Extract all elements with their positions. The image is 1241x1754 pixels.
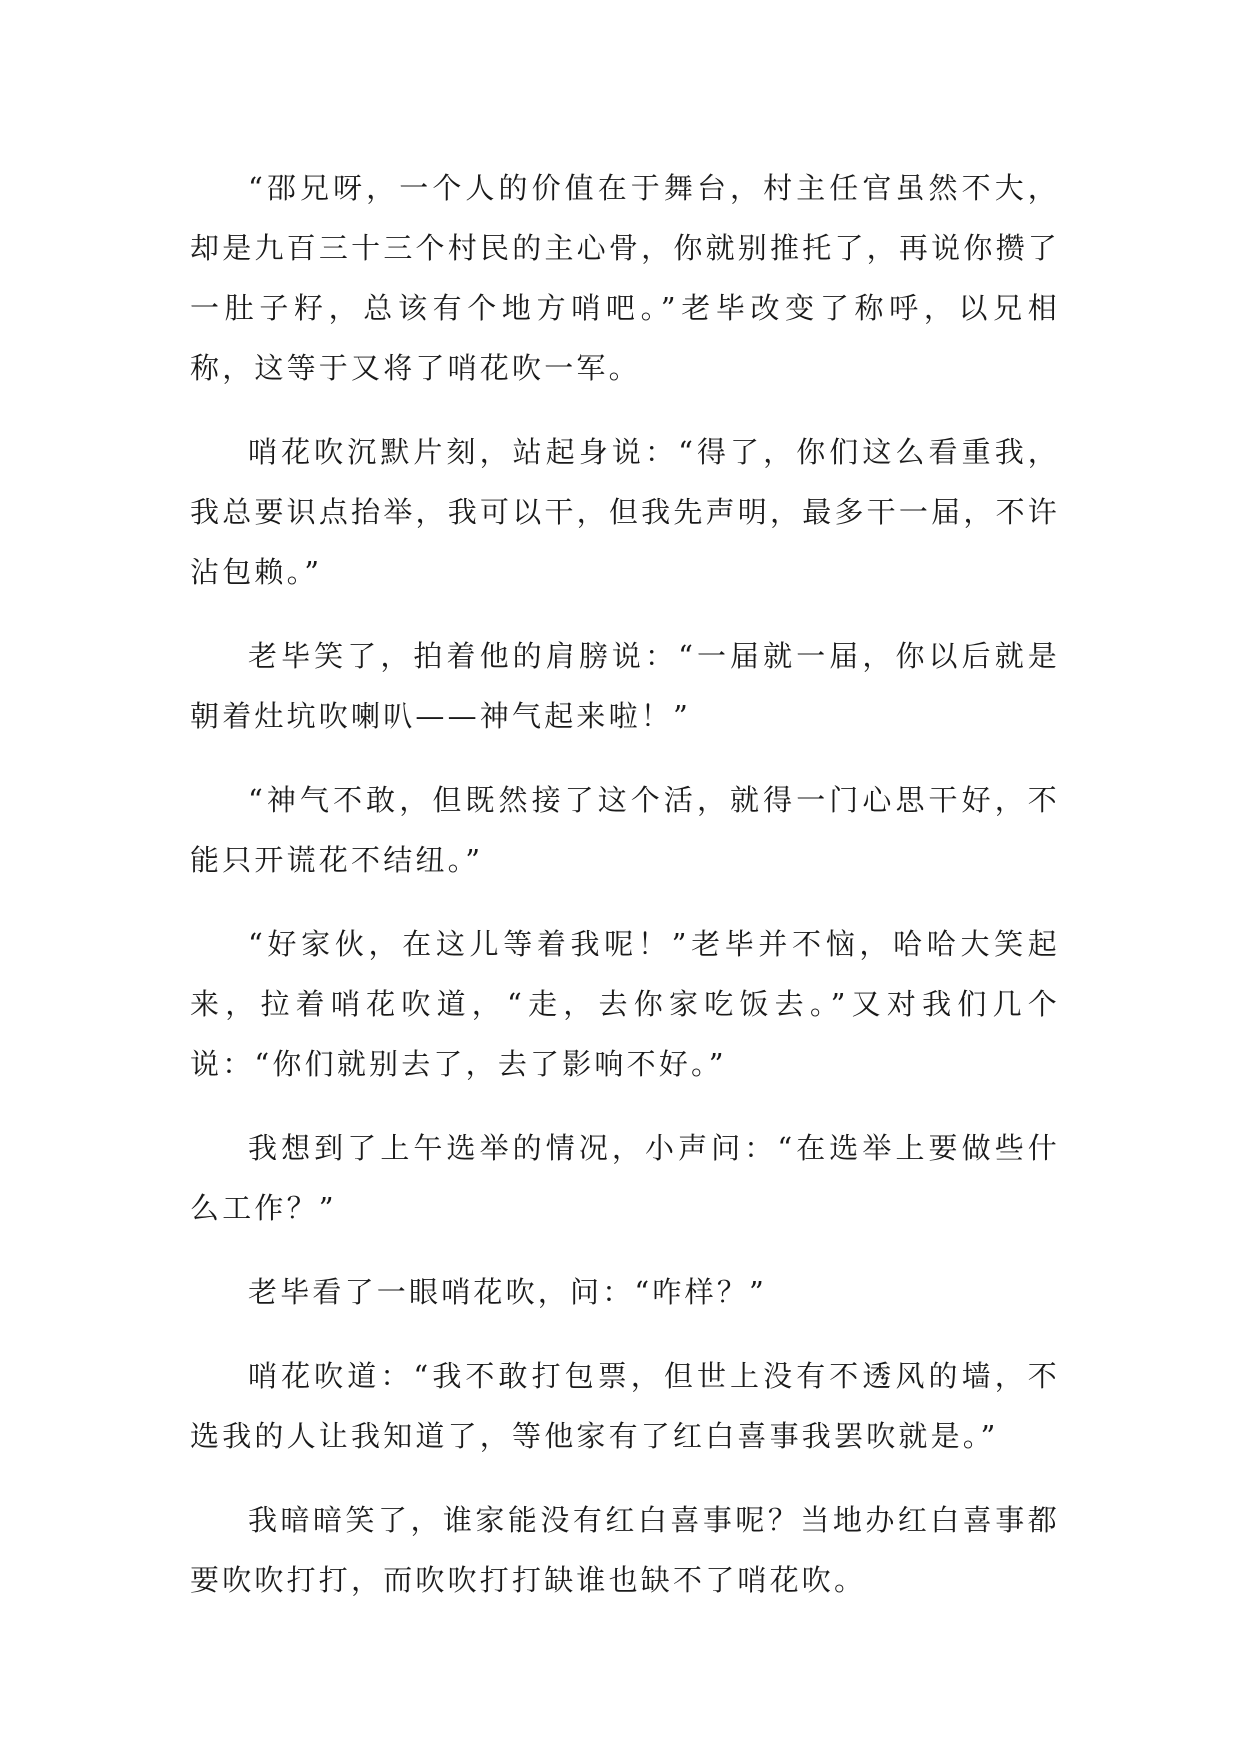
paragraph: 老毕看了一眼哨花吹，问：“咋样？” [248,1275,768,1309]
paragraph: “邵兄呀，一个人的价值在于舞台，村主任官虽然不大，却是九百三十三个村民的主心骨，你就别推托了，再说你攒了一肚子籽，总该有个地方哨吧。”老毕改变了称呼，以兄相称，这等于又将了哨花吹一军。 [190,171,1060,385]
paragraph: 我暗暗笑了，谁家能没有红白喜事呢？当地办红白喜事都要吹吹打打，而吹吹打打缺谁也缺不了哨花吹。 [190,1503,1060,1597]
paragraph: “好家伙，在这儿等着我呢！”老毕并不恼，哈哈大笑起来，拉着哨花吹道，“走，去你家吃饭去。”又对我们几个说：“你们就别去了，去了影响不好。” [190,927,1060,1081]
document-body [190,158,1060,1610]
paragraph: “神气不敢，但既然接了这个活，就得一门心思干好，不能只开谎花不结纽。” [190,783,1060,877]
paragraph: 我想到了上午选举的情况，小声问：“在选举上要做些什么工作？” [190,1131,1060,1225]
paragraph: 哨花吹沉默片刻，站起身说：“得了，你们这么看重我，我总要识点抬举，我可以干，但我先声明，最多干一届，不许沾包赖。” [190,435,1060,589]
paragraph: 老毕笑了，拍着他的肩膀说：“一届就一届，你以后就是朝着灶坑吹喇叭——神气起来啦！” [190,639,1060,733]
paragraph: 哨花吹道：“我不敢打包票，但世上没有不透风的墙，不选我的人让我知道了，等他家有了红白喜事我罢吹就是。” [190,1359,1060,1453]
